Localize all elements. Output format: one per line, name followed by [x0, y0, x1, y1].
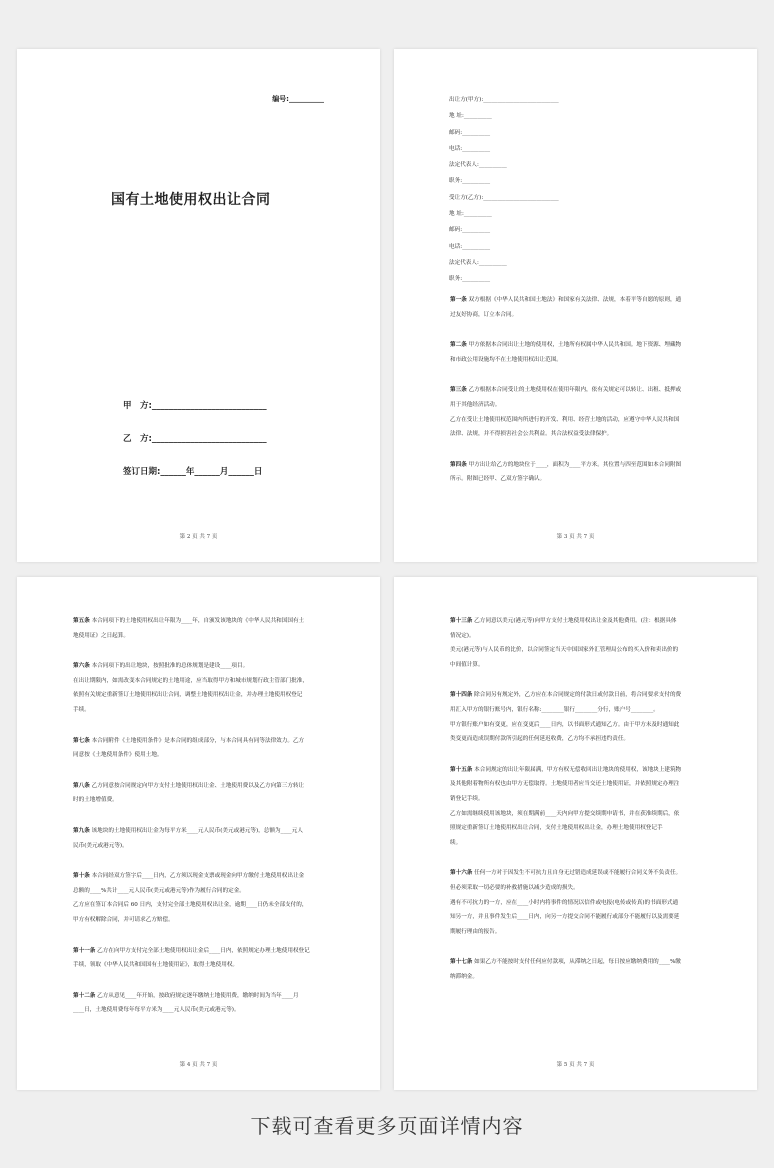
article-text: 本合同规定的出让年限届满，甲方有权无偿收回出让地块的使用权，该地块上建筑物: [474, 766, 682, 773]
article-text: 照规定重新签订土地使用权出让合同，支付土地使用权出让金，办理土地使用权登记手: [450, 825, 663, 832]
article-line: [450, 763, 729, 778]
article-line: [73, 898, 352, 913]
contract-article: [450, 763, 729, 851]
article-line: [73, 748, 352, 763]
article-text: 用于其他经济活动。: [450, 401, 501, 408]
article-line: [450, 658, 729, 673]
article-text: 本合同项下的出让地块，按照批准的总体规划是建设____项目。: [91, 663, 249, 670]
party-info-line: 地 址:__________: [449, 211, 492, 218]
article-line: [450, 308, 729, 323]
article-text: 如果乙方不能按时支付任何应付款项，从滞纳之日起，每日按应缴纳费用的____%缴: [474, 959, 681, 966]
article-line: [450, 955, 729, 970]
article-text: 但必须采取一切必要的补救措施以减少造成的损失。: [450, 884, 579, 891]
article-heading: 第二条: [450, 342, 467, 349]
article-text: 乙方应在签订本合同后 60 日内，支付完全部土地使用权出让金，逾期____日仍未全部支付的，: [73, 902, 308, 909]
party-info-line: 法定代表人:__________: [449, 259, 507, 266]
article-line: [73, 629, 352, 644]
article-text: 乙方在受让土地使用权范围内所进行的开发、利用、经营土地的活动，应遵守中华人民共和国: [450, 416, 680, 423]
article-text: 总额的____%共计____元人民币(美元或港元等)作为履行合同的定金。: [73, 887, 245, 894]
sign-date-field: 签订日期:______年______月______日: [123, 467, 263, 477]
article-heading: 第五条: [73, 618, 90, 624]
contract-article: [450, 293, 729, 322]
article-line: [450, 807, 729, 822]
party-info-list: [449, 92, 727, 288]
article-text: 任何一方对于因发生不可抗力且自身无过错造成延误或不能履行合同义务不负责任。: [474, 870, 682, 877]
contract-article: [450, 688, 729, 746]
article-text: 乙方从意见____年开始，按政府规定逐年缴纳土地使用费，缴纳时间为当年____月: [97, 992, 299, 999]
article-text: 甲方出让给乙方的地块位于____，面积为____平方米。其位置与四至范围如本合同附图: [468, 461, 682, 468]
party-info-line: 职务:__________: [449, 178, 491, 185]
article-text: 所示。附图已经甲、乙双方签字确认。: [450, 476, 546, 483]
party-info-line: 邮码:__________: [449, 227, 491, 234]
article-line: [73, 734, 352, 749]
article-line: [450, 629, 729, 644]
party-info-line: 电话:__________: [449, 145, 491, 152]
article-text: 在出让期限内，如需改变本合同规定的土地用途，应当取得甲方和城市规划行政主管部门批准，: [73, 677, 308, 684]
contract-article: [73, 869, 352, 927]
article-heading: 第十二条: [73, 992, 96, 999]
article-line: [73, 688, 352, 703]
contract-title: 国有土地使用权出让合同: [111, 192, 271, 208]
article-line: [73, 614, 352, 629]
article-line: [450, 458, 729, 473]
article-text: 中间值计算。: [450, 661, 484, 668]
article-heading: 第一条: [450, 297, 467, 303]
article-line: [450, 338, 729, 353]
article-line: [73, 779, 352, 794]
article-line: [450, 688, 729, 703]
party-info-line: 电话:__________: [449, 243, 491, 250]
article-text: 时的土地增值费。: [73, 797, 118, 804]
article-heading: 第十条: [73, 873, 90, 880]
article-line: [450, 413, 729, 428]
party-info-line: 地 址:__________: [449, 113, 492, 120]
article-line: [73, 944, 352, 959]
article-line: [450, 703, 729, 718]
article-line: [73, 1003, 352, 1018]
contract-article: [73, 944, 352, 973]
page-3: [394, 49, 757, 562]
article-line: [450, 792, 729, 807]
party-b-field: 乙 方:___________________________: [123, 434, 267, 444]
article-heading: 第六条: [73, 663, 90, 670]
article-line: [73, 839, 352, 854]
article-line: [450, 881, 729, 896]
party-info-line: 受让方(乙方):___________________________: [449, 194, 559, 201]
article-line: [450, 896, 729, 911]
article-text: 手续。: [73, 706, 90, 713]
article-line: [450, 614, 729, 629]
page-2-cover: [17, 49, 380, 562]
article-line: [450, 718, 729, 733]
article-text: 销登记手续。: [450, 795, 484, 802]
article-line: [450, 427, 729, 442]
contract-article: [73, 659, 352, 717]
download-caption: 下载可查看更多页面详情内容: [250, 1114, 524, 1138]
article-text: 该地块的土地使用权出让金为每平方米____元人民币(美元或港元等)，总额为____元人: [91, 827, 303, 834]
articles-block: [450, 614, 729, 1000]
party-info-line: 出让方(甲方):___________________________: [449, 97, 559, 103]
article-line: [73, 884, 352, 899]
article-text: 类变更而造成误期付款所引起的任何延迟收费，乙方均不承担违约责任。: [450, 736, 630, 743]
article-heading: 第十七条: [450, 959, 473, 966]
article-line: [450, 353, 729, 368]
article-text: 法律、法规，并不得损害社会公共利益。其合法权益受法律保护。: [450, 431, 613, 438]
article-line: [450, 732, 729, 747]
article-line: [450, 970, 729, 985]
article-line: [73, 703, 352, 718]
article-text: 和市政公用设施均不在土地使用权出让范围。: [450, 356, 562, 363]
article-line: [450, 925, 729, 940]
article-line: [73, 793, 352, 808]
article-text: 纳滞纳金。: [450, 973, 478, 980]
page-4: [17, 577, 380, 1090]
article-text: 同意按《土地使用条件》使用土地。: [73, 752, 163, 759]
article-line: [450, 383, 729, 398]
article-line: [73, 913, 352, 928]
article-text: 本合同项下的土地使用权出让年限为____年，自颁发该地块的《中华人民共和国国有土: [91, 618, 305, 624]
article-heading: 第三条: [450, 387, 467, 394]
article-heading: 第四条: [450, 461, 467, 468]
article-text: 地使用证》之日起算。: [73, 632, 129, 639]
contract-article: [450, 955, 729, 984]
article-text: 甲方依据本合同出让土地的使用权，土地所有权属中华人民共和国。地下资源、埋藏物: [468, 342, 682, 349]
party-a-field: 甲 方:___________________________: [123, 401, 267, 411]
article-text: 民币(美元或港元等)。: [73, 842, 128, 849]
articles-block: [450, 293, 729, 503]
article-text: 本合同经双方签字后____日内，乙方须以现金支票或现金向甲方缴付土地使用权出让金: [91, 873, 305, 880]
article-text: 甲方银行账户如有变更，应在变更后____日内，以书面形式通知乙方。由于甲方未及时通知此: [450, 721, 680, 728]
party-info-line: 职务:__________: [449, 276, 491, 283]
article-text: 续。: [450, 839, 462, 846]
contract-article: [450, 338, 729, 367]
contract-article: [450, 866, 729, 939]
article-text: 及其他附着物所有权也由甲方无偿取得。土地使用者应当交还土地使用证，并依照规定办理注: [450, 781, 680, 788]
article-text: 本合同附件《土地使用条件》是本合同的组成部分，与本合同具有同等法律效力。乙方: [91, 737, 305, 744]
article-line: [73, 869, 352, 884]
article-line: [450, 398, 729, 413]
contract-article: [73, 824, 352, 853]
contract-article: [73, 614, 352, 643]
article-text: 乙方如需继续使用该地块，须在期满前____天内向甲方提交续期申请书，并在获准续期后，依: [450, 810, 680, 817]
contract-article: [73, 779, 352, 808]
articles-block: [73, 614, 352, 1034]
article-line: [450, 821, 729, 836]
article-text: 依照有关规定重新签订土地使用权出让合同，调整土地使用权出让金，并办理土地使用权登记: [73, 692, 303, 699]
article-line: [450, 293, 729, 308]
article-line: [450, 910, 729, 925]
article-text: 手续，领取《中华人民共和国国有土地使用证》，取得土地使用权。: [73, 962, 239, 969]
article-heading: 第十三条: [450, 618, 473, 624]
article-line: [73, 989, 352, 1004]
article-text: 乙方根据本合同受让的土地使用权在使用年限内，依有关规定可以转让、出租、抵押或: [468, 387, 682, 394]
article-text: 遇有不可抗力的一方，应在____小时内将事件的情况以信件或电报(电传或传真)的书面形式通: [450, 899, 679, 906]
article-text: 情况定)。: [450, 632, 475, 639]
party-info-line: 邮码:__________: [449, 129, 491, 136]
article-text: 甲方有权解除合同，并可请求乙方赔偿。: [73, 916, 174, 923]
article-line: [450, 836, 729, 851]
article-heading: 第九条: [73, 827, 90, 834]
article-text: 用汇入甲方的银行账号内，银行名称:________银行________分行，账户号________。: [450, 706, 659, 713]
contract-article: [73, 989, 352, 1018]
article-heading: 第十四条: [450, 692, 473, 699]
contract-article: [73, 734, 352, 763]
article-text: 期履行理由的报告。: [450, 928, 501, 935]
contract-article: [450, 383, 729, 441]
contract-article: [450, 458, 729, 487]
article-line: [73, 659, 352, 674]
article-line: [450, 472, 729, 487]
article-text: 乙方同意按合同规定向甲方支付土地使用权出让金、土地使用费以及乙方向第三方转让: [91, 782, 305, 789]
article-line: [73, 824, 352, 839]
contract-number: 编号:__________: [272, 95, 324, 103]
article-text: ____日，土地使用费每年每平方米为____元人民币(美元或港元等)。: [73, 1007, 240, 1014]
party-info-line: 法定代表人:__________: [449, 162, 507, 169]
contract-article: [450, 614, 729, 672]
article-heading: 第十六条: [450, 870, 473, 877]
page-number: 第 5 页 共 7 页: [556, 1062, 595, 1068]
article-text: 乙方在向甲方支付完全部土地使用权出让金后____日内，依照规定办理土地使用权登记: [97, 947, 310, 954]
article-text: 知另一方，并且事件发生后____日内，向另一方提交合同不能履行或部分不能履行以及需要延: [450, 914, 680, 921]
article-text: 双方根据《中华人民共和国土地法》和国家有关法律、法规，本着平等自愿的原则，通: [468, 297, 682, 303]
page-5: [394, 577, 757, 1090]
article-line: [450, 866, 729, 881]
article-line: [450, 643, 729, 658]
page-number: 第 2 页 共 7 页: [179, 534, 218, 540]
article-text: 乙方同意以美元(港元等)向甲方支付土地使用权出让金及其他费用。(注：根据具体: [474, 618, 677, 624]
article-heading: 第七条: [73, 737, 90, 744]
page-number: 第 3 页 共 7 页: [556, 534, 595, 540]
article-heading: 第十一条: [73, 947, 96, 954]
article-heading: 第十五条: [450, 766, 473, 773]
page-number: 第 4 页 共 7 页: [179, 1062, 218, 1068]
article-line: [73, 958, 352, 973]
article-line: [450, 777, 729, 792]
article-line: [73, 674, 352, 689]
article-text: 美元(港元等)与人民币的比价，以合同签定当天中国国家外汇管理局公布的买入价和卖出价的: [450, 647, 679, 654]
article-text: 除合同另有规定外，乙方应在本合同规定的付款日或付款日前，将合同要求支付的费: [474, 692, 682, 699]
article-heading: 第八条: [73, 782, 90, 789]
article-text: 过友好协商，订立本合同。: [450, 311, 518, 318]
